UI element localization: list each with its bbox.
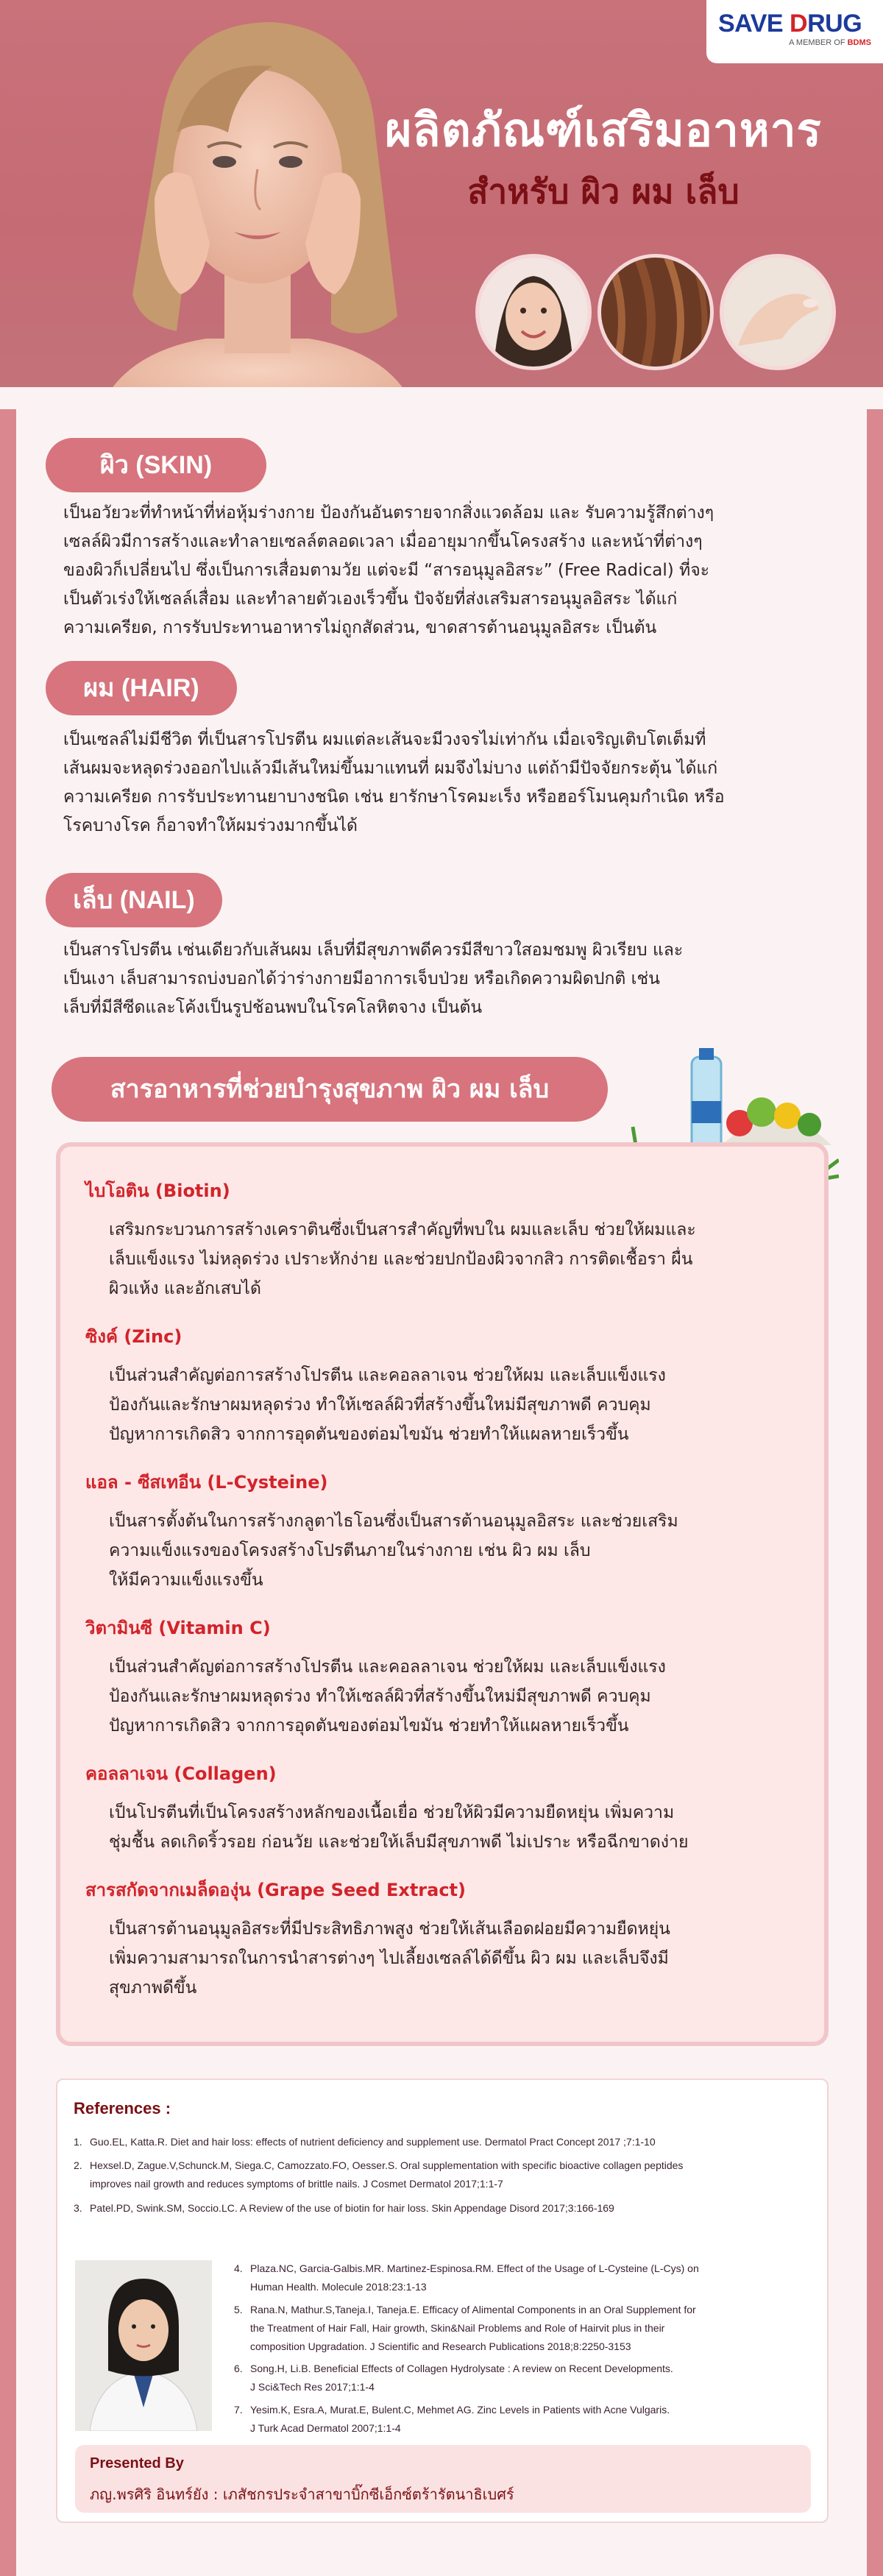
section-text-nail: เป็นสารโปรตีน เช่นเดียวกับเส้นผม เล็บที่มีสุขภาพดีควรมีสีขาวใสอมชมพู ผิวเรียบ และ เป็นเงา เล็บสามารถบ่งบอกได้ว่าร่างกายมีอาการเจ็บป่วย หรือเกิดความผิดปกติ เช่น เล็บที่มีสีซีดและโค้งเป็นรูปช้อนพบในโรคโลหิตจาง เป็นต้น [63,941,684,1017]
page-title: ผลิตภัณฑ์เสริมอาหาร [385,103,822,157]
references-title: References : [74,2099,171,2117]
nutrient-item [85,1322,815,1449]
section-text-skin: เป็นอวัยวะที่ทำหน้าที่ห่อหุ้มร่างกาย ป้องกันอันตรายจากสิ่งแวดล้อม และ รับความรู้สึกต่างๆ เซลล์ผิวมีการสร้างและทำลายเซลล์ตลอดเวลา เมื่ออายุมากขึ้นโครงสร้าง และหน้าที่ต่างๆ ของผิวก็เปลี่ยนไป ซึ่งเป็นการเสื่อมตามวัย แต่จะมี “สารอนุมูลอิสระ” (Free Radical) ที่จะ เป็นตัวเร่งให้เซลล์เสื่อม และทำลายตัวเองเร็วขึ้น ปัจจัยที่ส่งเสริมสารอนุมูลอิสระ ได้แก่ ความเครียด, การรับประทานอาหารไม่ถูกสัดส่วน, ขาดสารต้านอนุมูลอิสระ เป็นต้น [63,503,714,637]
nutrient-title: ไบโอติน (Biotin) [85,1181,230,1201]
section-pill-hair: ผม (HAIR) [46,661,237,715]
presenter-name: ภญ.พรศิริ อินทร์ยัง : เภสัชกรประจำสาขาบิ๊กซีเอ็กซ์ตร้ารัตนาธิเบศร์ [90,2485,514,2503]
nutrient-title: คอลลาเจน (Collagen) [85,1763,277,1784]
left-border [0,409,16,2576]
nutrient-title: วิตามินซี (Vitamin C) [85,1618,271,1638]
reference-item: 1. Guo.EL, Katta.R. Diet and hair loss: effects of nutrient deficiency and supplement use. Dermatol Pract Concept 2017 ;7:1-10 [74,2136,656,2148]
logo-tagline: A MEMBER OF BDMS [789,38,871,47]
reference-item: 7. Yesim.K, Esra.A, Murat.E, Bulent.C, Mehmet AG. Zinc Levels in Patients with Acne Vulgaris. J Turk Acad Dermatol 2007;1:1-4 [234,2404,670,2434]
nutrient-item [85,1613,815,1741]
nutrient-item [85,1468,815,1595]
section-pill-nail: เล็บ (NAIL) [46,873,222,927]
nutrients-panel [56,1142,829,2046]
nutrient-desc: เป็นส่วนสำคัญต่อการสร้างโปรตีน และคอลลาเจน ช่วยให้ผม และเล็บแข็งแรง ป้องกันและรักษาผมหลุดร่วง ทำให้เซลล์ผิวที่สร้างขึ้นใหม่มีสุขภาพดี ควบคุม ปัญหาการเกิดสิว จากการอุดตันของต่อมไขมัน ช่วยทำให้แผลหายเร็วขึ้น [109,1366,666,1444]
nutrient-title: สารสกัดจากเมล็ดองุ่น (Grape Seed Extract) [85,1880,466,1900]
pharmacist-photo-icon [75,2260,212,2431]
nutrient-title: แอล - ซีสเทอีน (L-Cysteine) [85,1472,328,1493]
header-banner [0,0,883,409]
nutrient-title: ซิงค์ (Zinc) [85,1326,182,1347]
nutrient-desc: เป็นโปรตีนที่เป็นโครงสร้างหลักของเนื้อเยื่อ ช่วยให้ผิวมีความยืดหยุ่น เพิ่มความ ชุ่มชื้น ลดเกิดริ้วรอย ก่อนวัย และช่วยให้เล็บมีสุขภาพดี ไม่เปราะ หรือฉีกขาดง่าย [109,1803,689,1852]
presented-by-label: Presented By [90,2455,184,2471]
reference-item: 4. Plaza.NC, Garcia-Galbis.MR. Martinez-Espinosa.RM. Effect of the Usage of L-Cysteine (L-Cys) on Human Health. Molecule 2018:23:1-13 [234,2262,699,2293]
reference-item: 6. Song.H, Li.B. Beneficial Effects of Collagen Hydrolysate : A review on Recent Developments. J Sci&Tech Res 2017;1:1-4 [234,2363,673,2393]
nutrient-desc: เป็นสารตั้งต้นในการสร้างกลูตาไธโอนซึ่งเป็นสารต้านอนุมูลอิสระ และช่วยเสริม ความแข็งแรงของโครงสร้างโปรตีนภายในร่างกาย เช่น ผิว ผม เล็บ ให้มีความแข็งแรงขึ้น [109,1512,678,1590]
nutrients-heading: สารอาหารที่ช่วยบำรุงสุขภาพ ผิว ผม เล็บ [52,1057,608,1122]
nutrient-desc: เป็นสารต้านอนุมูลอิสระที่มีประสิทธิภาพสูง ช่วยให้เส้นเลือดฝอยมีความยืดหยุ่น เพิ่มความสามารถในการนำสารต่างๆ ไปเลี้ยงเซลล์ได้ดีขึ้น ผิว ผม และเล็บจึงมี สุขภาพดีขึ้น [109,1919,670,1998]
logo-wordmark: SAVE DRUG [718,10,862,38]
page-subtitle: สำหรับ ผิว ผม เล็บ [467,171,740,211]
section-text-hair: เป็นเซลล์ไม่มีชีวิต ที่เป็นสารโปรตีน ผมแต่ละเส้นจะมีวงจรไม่เท่ากัน เมื่อเจริญเติบโตเต็มที่ เส้นผมจะหลุดร่วงออกไปแล้วมีเส้นใหม่ขึ้นมาแทนที่ ผมจึงไม่บาง แต่ถ้ามีปัจจัยกระตุ้น ได้แก่ ความเครียด การรับประทานยาบางชนิด เช่น ยารักษาโรคมะเร็ง หรือฮอร์โมนคุมกำเนิด หรือ โรคบางโรค ก็อาจทำให้ผมร่วงมากขึ้นได้ [63,730,725,835]
nutrient-item [85,1875,815,2003]
right-border [867,409,883,2576]
reference-item: 3. Patel.PD, Swink.SM, Soccio.LC. A Review of the use of biotin for hair loss. Skin Appendage Disord 2017;3:166-169 [74,2202,614,2214]
section-pill-skin: ผิว (SKIN) [46,438,266,492]
reference-item: 5. Rana.N, Mathur.S,Taneja.I, Taneja.E. Efficacy of Alimental Components in an Oral Supplement for the Treatment of Hair Fall, Hair growth, Skin&Nail Problems and Role of Hairvit plus in their composition Upgradation. J Scientific and Research Publications 2018;8:2250-3153 [234,2304,696,2352]
reference-item: 2. Hexsel.D, Zague.V,Schunck.M, Siega.C, Camozzato.FO, Oesser.S. Oral supplementation with specific bioactive collagen peptides improves nail growth and reduces symptoms of brittle nails. J Cosmet Dermatol 2017;1:1-7 [74,2159,684,2190]
references-box [56,2078,829,2523]
nutrient-desc: เป็นส่วนสำคัญต่อการสร้างโปรตีน และคอลลาเจน ช่วยให้ผม และเล็บแข็งแรง ป้องกันและรักษาผมหลุดร่วง ทำให้เซลล์ผิวที่สร้างขึ้นใหม่มีสุขภาพดี ควบคุม ปัญหาการเกิดสิว จากการอุดตันของต่อมไขมัน ช่วยทำให้แผลหายเร็วขึ้น [109,1657,666,1735]
presented-by-box [75,2445,811,2513]
smiling-girl-icon [475,254,592,370]
nutrient-item [85,1759,815,1857]
nutrient-item [85,1176,815,1303]
hair-closeup-icon [597,254,714,370]
content-area [0,409,883,2576]
savedrug-logo[interactable] [706,0,883,63]
hands-nails-icon [720,254,836,370]
nutrient-desc: เสริมกระบวนการสร้างเคราตินซึ่งเป็นสารสำคัญที่พบใน ผมและเล็บ ช่วยให้ผมและ เล็บแข็งแรง ไม่หลุดร่วง เปราะหักง่าย และช่วยปกป้องผิวจากสิว การติดเชื้อรา ผื่น ผิวแห้ง และอักเสบได้ [109,1220,696,1298]
